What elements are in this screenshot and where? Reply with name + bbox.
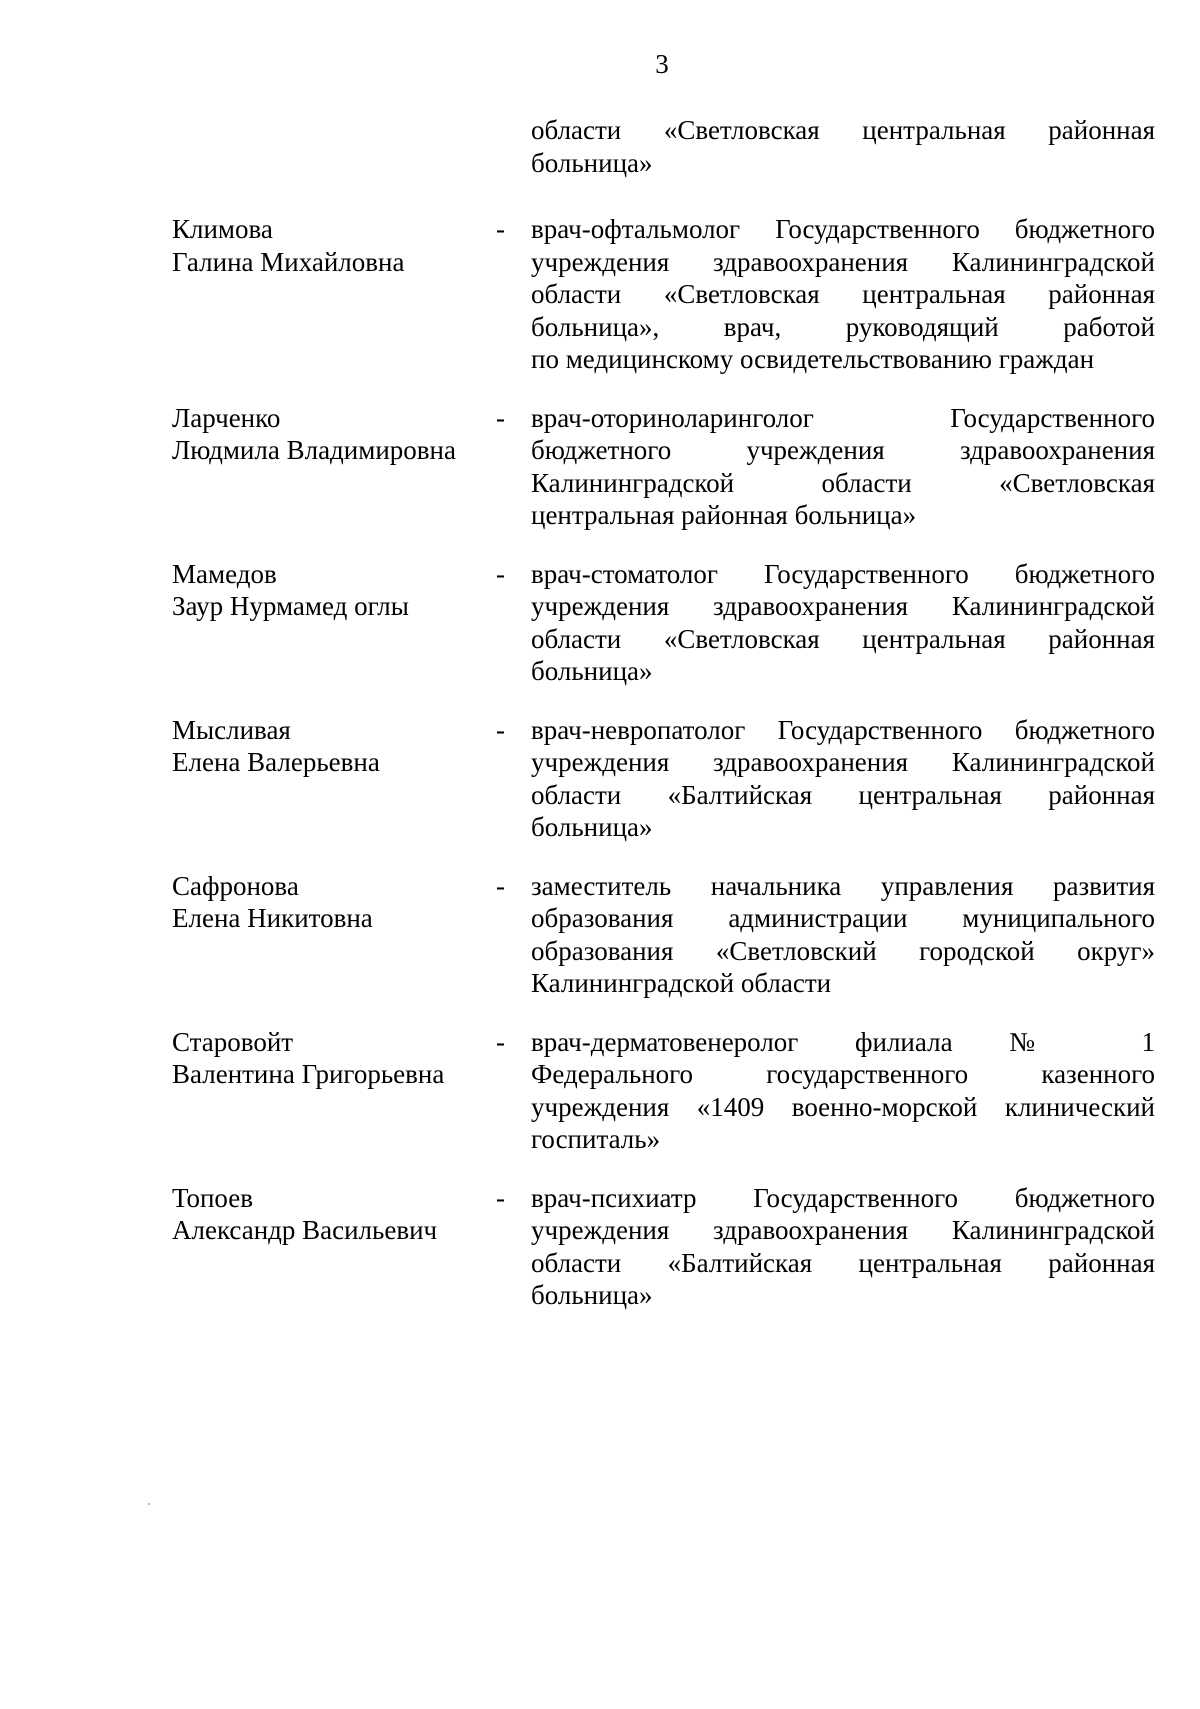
position-description — [531, 870, 1155, 1000]
position-description — [531, 1026, 1155, 1156]
member-surname: Сафронова — [172, 870, 299, 901]
description-line: учреждения здравоохранения Калининградской — [531, 747, 1155, 777]
separator-dash: - — [496, 402, 505, 433]
description-line: Калининградской области «Светловская — [531, 467, 1155, 498]
position-description — [531, 1182, 1155, 1312]
description-line: Федерального государственного казенного — [531, 1059, 1155, 1089]
description-line: Калининградской области — [531, 968, 832, 998]
description-line: больница» — [531, 812, 653, 842]
separator-dash: - — [496, 1026, 505, 1057]
description-line: образования администрации муниципального — [531, 903, 1155, 933]
member-name — [172, 558, 492, 623]
description-line: заместитель начальника управления развития — [531, 870, 1155, 901]
continuation-entry — [0, 114, 1200, 179]
description-line: центральная районная больница» — [531, 500, 917, 530]
member-surname: Старовойт — [172, 1026, 294, 1057]
scan-speck — [148, 1503, 150, 1505]
description-line: области «Балтийская центральная районная — [531, 1247, 1155, 1278]
description-line: образования «Светловский городской округ» — [531, 935, 1155, 966]
member-surname: Мамедов — [172, 558, 277, 589]
description-line: учреждения здравоохранения Калининградской — [531, 1215, 1155, 1245]
description-line: врач-дерматовенеролог филиала № 1 — [531, 1026, 1155, 1057]
description-line: больница», врач, руководящий работой — [531, 311, 1155, 342]
description-line: врач-офтальмолог Государственного бюджетного — [531, 214, 1155, 244]
position-description — [531, 213, 1155, 376]
member-surname: Климова — [172, 214, 273, 244]
member-name — [172, 1026, 492, 1091]
description-line: врач-невропатолог Государственного бюджетного — [531, 714, 1155, 745]
member-given-names: Валентина Григорьевна — [172, 1059, 445, 1089]
member-name — [172, 402, 492, 467]
member-name — [172, 714, 492, 779]
description-line: по медицинскому освидетельствованию граждан — [531, 344, 1095, 374]
position-description — [531, 714, 1155, 844]
description-line: области «Светловская центральная районная — [531, 623, 1155, 654]
member-list — [0, 114, 1200, 1338]
description-line: учреждения здравоохранения Калининградской — [531, 246, 1155, 277]
member-entry — [0, 870, 1200, 1000]
description-line: врач-оториноларинголог Государственного — [531, 402, 1155, 433]
member-entry — [0, 213, 1200, 376]
description-line: больница» — [531, 1280, 653, 1310]
separator-dash: - — [496, 1182, 505, 1213]
member-given-names: Александр Васильевич — [172, 1215, 438, 1245]
position-description — [531, 402, 1155, 532]
separator-dash: - — [496, 214, 505, 244]
position-description — [531, 114, 1155, 179]
member-name — [172, 870, 492, 935]
member-name — [172, 1182, 492, 1247]
description-line: больница» — [531, 147, 653, 178]
description-line: области «Балтийская центральная районная — [531, 779, 1155, 810]
member-surname: Мысливая — [172, 714, 291, 745]
member-surname: Ларченко — [172, 402, 281, 433]
member-given-names: Людмила Владимировна — [172, 435, 456, 465]
position-description — [531, 558, 1155, 688]
member-entry — [0, 714, 1200, 844]
description-line: учреждения здравоохранения Калининградской — [531, 591, 1155, 621]
member-entry — [0, 558, 1200, 688]
description-line: области «Светловская центральная районная — [531, 279, 1155, 309]
page-number: 3 — [655, 49, 669, 79]
description-line: учреждения «1409 военно-морской клинический — [531, 1091, 1155, 1122]
description-line: врач-стоматолог Государственного бюджетного — [531, 558, 1155, 589]
member-entry — [0, 1182, 1200, 1312]
description-line: бюджетного учреждения здравоохранения — [531, 435, 1155, 465]
member-name — [172, 213, 492, 278]
description-line: госпиталь» — [531, 1124, 661, 1154]
description-line: врач-психиатр Государственного бюджетного — [531, 1182, 1155, 1213]
member-given-names: Галина Михайловна — [172, 246, 405, 277]
description-line: области «Светловская центральная районная — [531, 115, 1155, 145]
separator-dash: - — [496, 714, 505, 745]
separator-dash: - — [496, 870, 505, 901]
member-given-names: Елена Никитовна — [172, 903, 373, 933]
member-given-names: Елена Валерьевна — [172, 747, 380, 777]
member-surname: Топоев — [172, 1182, 253, 1213]
member-given-names: Заур Нурмамед оглы — [172, 591, 409, 621]
member-entry — [0, 402, 1200, 532]
member-entry — [0, 1026, 1200, 1156]
separator-dash: - — [496, 558, 505, 589]
description-line: больница» — [531, 656, 653, 686]
